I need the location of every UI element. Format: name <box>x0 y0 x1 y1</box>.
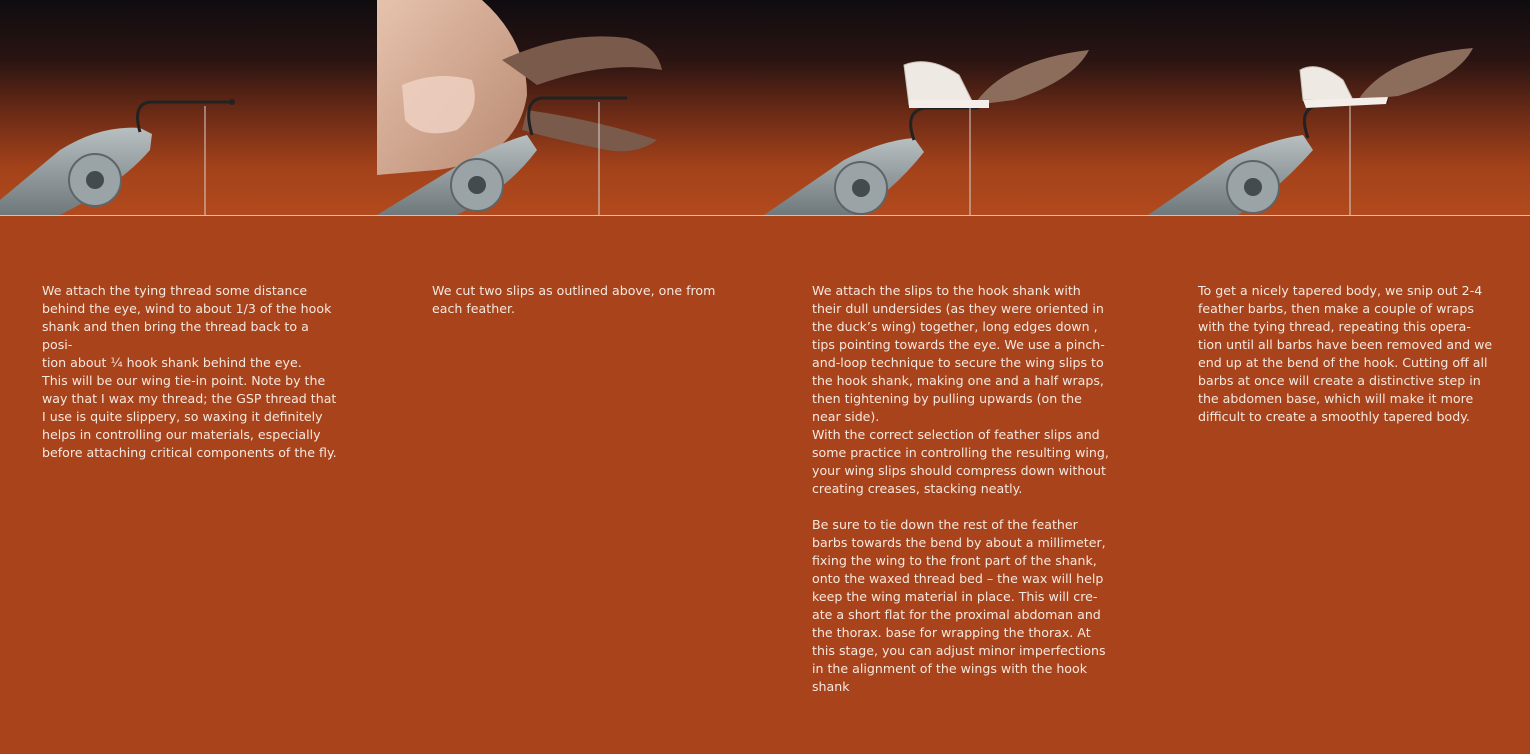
photo-step-3 <box>764 0 1148 215</box>
step-3-text <box>812 282 1112 696</box>
step-2-paragraph-1: We cut two slips as outlined above, one from each feather. <box>432 283 716 316</box>
fingers-holding-feather-slips-icon <box>377 0 764 215</box>
photo-strip <box>0 0 1530 215</box>
divider-line <box>0 215 1530 216</box>
step-4-text <box>1198 282 1498 426</box>
step-3-paragraph-1: We attach the slips to the hook shank with their dull undersides (as they were oriented in the duck’s wing) together, long edges down , tips pointing towards the eye. We use a pinch- and-loop technique to secure the wing slips to the hook shank, making one and a half wraps, then tightening by pulling upwards (on the near side). <box>812 283 1105 424</box>
step-3-paragraph-2: With the correct selection of feather slips and some practice in controlling the resulting wing, your wing slips should compress down without creating creases, stacking neatly. <box>812 427 1109 496</box>
photo-step-4 <box>1148 0 1530 215</box>
tapered-body-with-wings-icon <box>1148 0 1530 215</box>
vise-with-hook-and-thread-icon <box>0 0 377 215</box>
step-4-paragraph-1: To get a nicely tapered body, we snip out 2-4 feather barbs, then make a couple of wraps with the tying thread, repeating this opera- tion until all barbs have been removed and we end up at the bend of the hook. Cutting off all barbs at once will create a distinctive step in the abdomen base, which will make it more difficult to create a smoothly tapered body. <box>1198 283 1493 424</box>
step-3-paragraph-3: Be sure to tie down the rest of the feather barbs towards the bend by about a millimeter, fixing the wing to the front part of the shank, onto the waxed thread bed – the wax will help keep the wing material in place. This will cre- ate a short flat for the proximal abdoman and the thorax. base for wrapping the thorax. At this stage, you can adjust minor imperfections in the alignment of the wings with the hook shank <box>812 517 1106 694</box>
photo-step-1 <box>0 0 377 215</box>
step-1-paragraph-1: We attach the tying thread some distance behind the eye, wind to about 1/3 of the hook shank and then bring the thread back to a posi- tion about ¼ hook shank behind the eye. This will be our wing tie-in point. Note by the way that I wax my thread; the GSP thread that I use is quite slippery, so waxing it definitely helps in controlling our materials, especially before attaching critical components of the fly. <box>42 283 337 460</box>
photo-step-2 <box>377 0 764 215</box>
step-2-text <box>432 282 732 318</box>
step-1-text <box>42 282 342 462</box>
wing-slips-tied-on-hook-icon <box>764 0 1148 215</box>
